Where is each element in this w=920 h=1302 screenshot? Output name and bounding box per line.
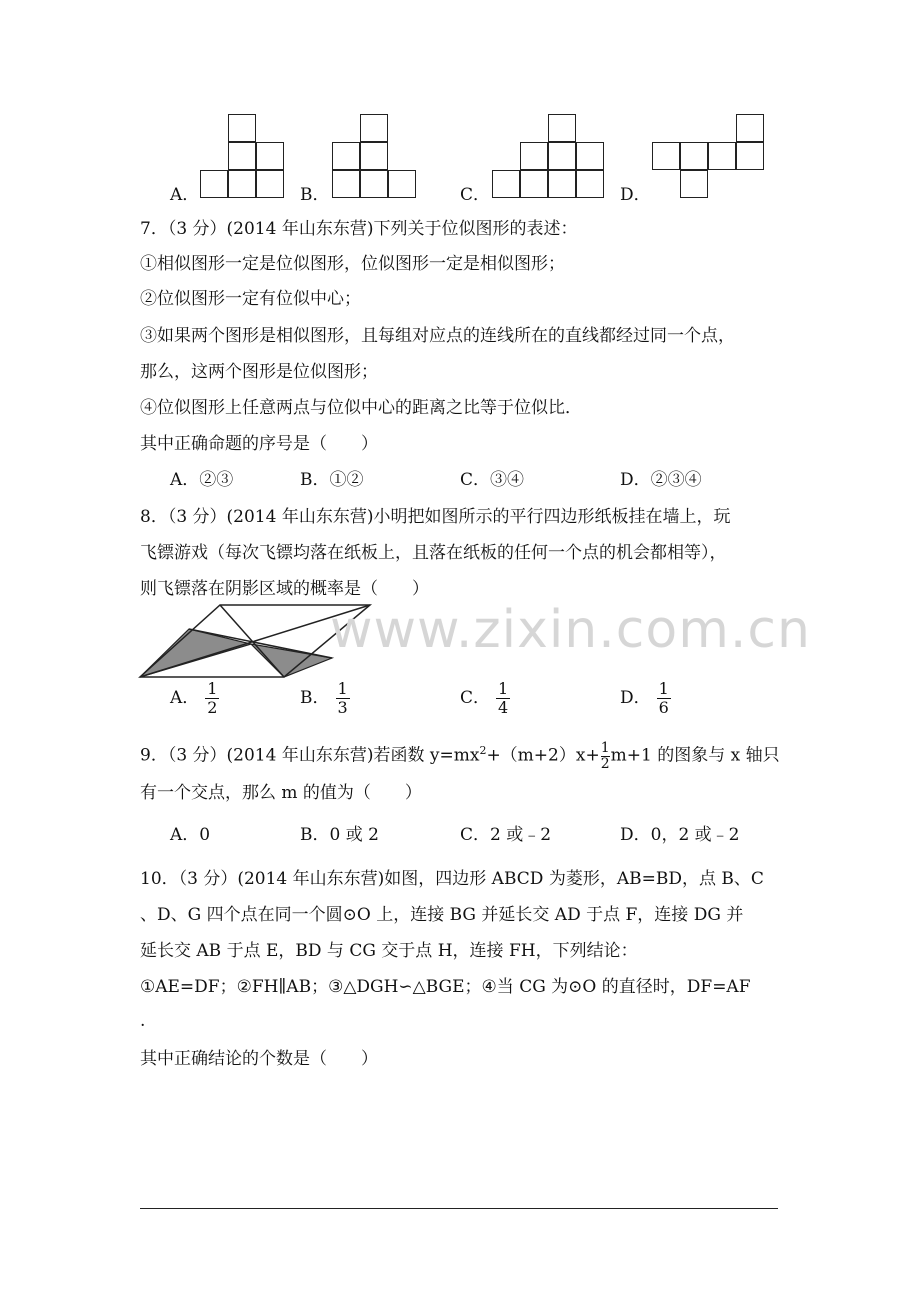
q10-line-5: . bbox=[140, 1011, 146, 1031]
q7-statement-3a: ③如果两个图形是相似图形，且每组对应点的连线所在的直线都经过同一个点， bbox=[140, 326, 735, 346]
q8-option-d-label: D． bbox=[620, 688, 651, 708]
q7-option-a: A．②③ bbox=[170, 470, 234, 490]
q6-option-a-label: A． bbox=[170, 185, 200, 205]
q8-option-b-label: B． bbox=[300, 688, 330, 708]
q9-option-d: D．0，2 或﹣2 bbox=[620, 825, 740, 845]
q8-option-d-fraction: $\frac{1}{6}$ bbox=[658, 679, 669, 717]
q8-line-2: 飞镖游戏（每次飞镖均落在纸板上，且落在纸板的任何一个点的机会都相等）， bbox=[140, 543, 727, 563]
q9-option-c: C．2 或﹣2 bbox=[460, 825, 552, 845]
q9-exponent: 2 bbox=[479, 744, 487, 757]
footer-divider bbox=[140, 1208, 778, 1209]
q8-option-c bbox=[460, 680, 510, 717]
q8-option-b bbox=[300, 680, 350, 717]
q10-line-4: ①AE=DF；②FH∥AB；③△DGH∽△BGE；④当 CG 为⊙O 的直径时，DF=AF bbox=[140, 977, 751, 997]
shaded-triangle-right bbox=[251, 644, 332, 677]
q8-option-d bbox=[620, 680, 671, 717]
q8-option-c-fraction: $\frac{1}{4}$ bbox=[498, 679, 509, 717]
q10-line-1: 10．（3 分）(2014 年山东东营)如图，四边形 ABCD 为菱形，AB=BD，点 B、C bbox=[140, 869, 764, 889]
q10-line-3: 延长交 AB 于点 E，BD 与 CG 交于点 H，连接 FH，下列结论： bbox=[140, 941, 638, 961]
q7-statement-3b: 那么，这两个图形是位似图形； bbox=[140, 362, 378, 382]
q7-question: 其中正确命题的序号是（ ） bbox=[140, 434, 378, 454]
q6-option-b-label: B． bbox=[300, 185, 330, 205]
q9-line-2: 有一个交点，那么 m 的值为（ ） bbox=[140, 783, 422, 803]
q9-option-b: B．0 或 2 bbox=[300, 825, 379, 845]
q8-option-a-fraction: $\frac{1}{2}$ bbox=[207, 679, 218, 717]
q7-option-b: B．①② bbox=[300, 470, 364, 490]
q8-line-1: 8．（3 分）(2014 年山东东营)小明把如图所示的平行四边形纸板挂在墙上，玩 bbox=[140, 507, 731, 527]
q9-line-1: 9．（3 分）(2014 年山东东营)若函数 $y=mx^2+(m+2)x+$ $\frac{1}{2}$ m+1 的图象与 x 轴只 bbox=[140, 739, 780, 772]
q8-line-3: 则飞镖落在阴影区域的概率是（ ） bbox=[140, 579, 429, 599]
q7-statement-1: ①相似图形一定是位似图形，位似图形一定是相似图形； bbox=[140, 254, 565, 274]
q9-fraction: $\frac{1}{2}$ bbox=[600, 739, 610, 772]
q6-option-d-label: D． bbox=[620, 185, 651, 205]
q8-option-a bbox=[170, 680, 219, 717]
q8-option-a-label: A． bbox=[170, 688, 200, 708]
shaded-triangles bbox=[140, 629, 332, 677]
q7-heading: 7．（3 分）(2014 年山东东营)下列关于位似图形的表述： bbox=[140, 219, 578, 239]
q7-option-d: D．②③④ bbox=[620, 470, 702, 490]
q8-option-c-label: C． bbox=[460, 688, 491, 708]
q10-question: 其中正确结论的个数是（ ） bbox=[140, 1049, 378, 1069]
q7-option-c: C．③④ bbox=[460, 470, 525, 490]
watermark: www.zixin.com.cn bbox=[330, 600, 811, 660]
q8-option-b-fraction: $\frac{1}{3}$ bbox=[337, 679, 348, 717]
q9-option-a: A．0 bbox=[170, 825, 211, 845]
q7-statement-2: ②位似图形一定有位似中心； bbox=[140, 289, 361, 309]
q10-line-2: 、D、G 四个点在同一个圆⊙O 上，连接 BG 并延长交 AD 于点 F，连接 DG 并 bbox=[140, 905, 744, 925]
q7-statement-4: ④位似图形上任意两点与位似中心的距离之比等于位似比． bbox=[140, 398, 582, 418]
shaded-triangle-left bbox=[140, 629, 251, 677]
q6-option-c-label: C． bbox=[460, 185, 491, 205]
